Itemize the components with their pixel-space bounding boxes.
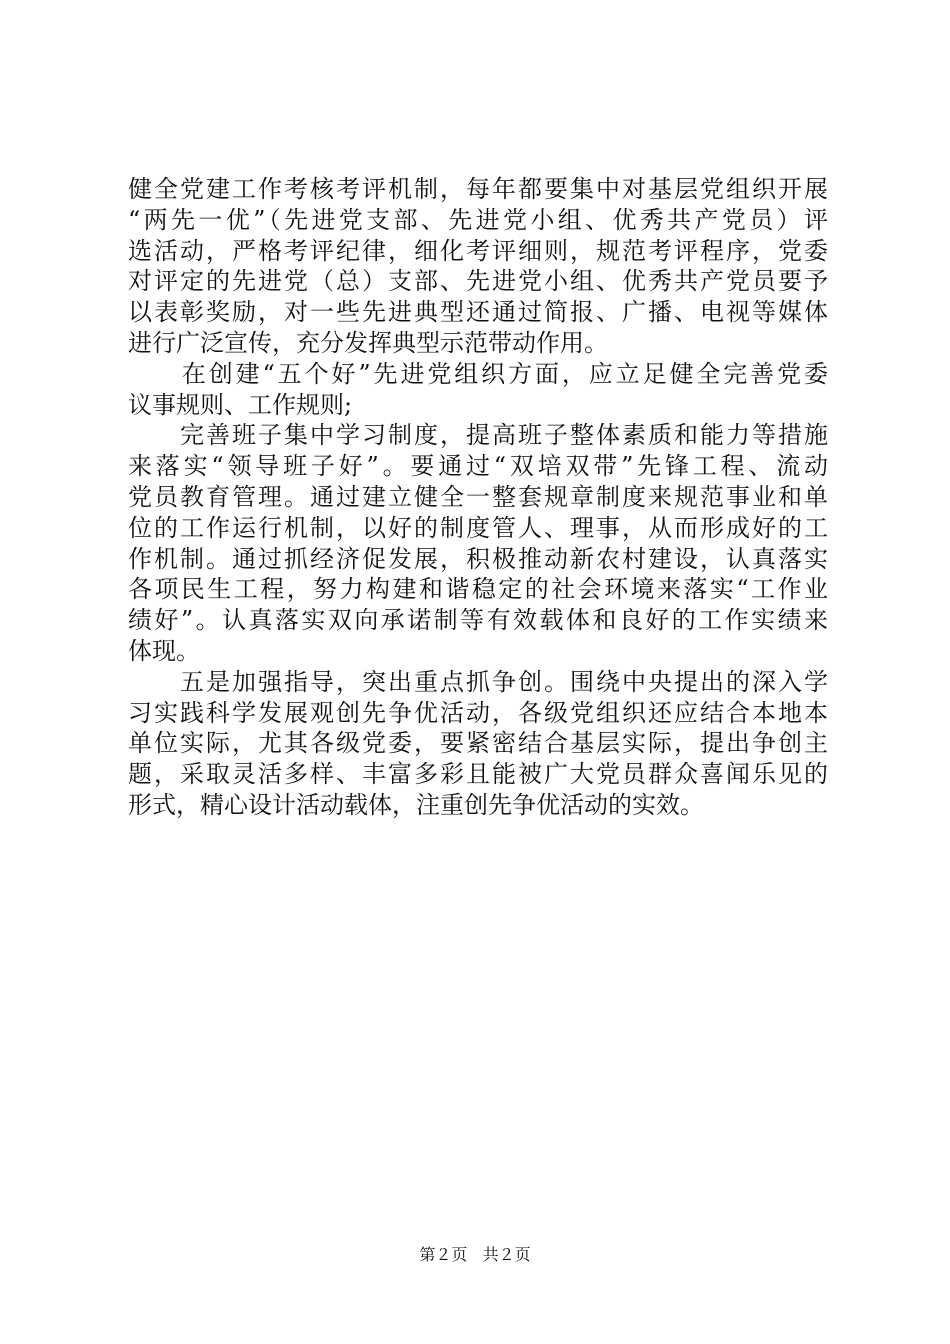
text-line: 选活动，严格考评纪律，细化考评细则，规范考评程序，党委 bbox=[128, 236, 828, 265]
text-line: 位的工作运行机制，以好的制度管人、理事，从而形成好的工 bbox=[128, 513, 828, 542]
page-number: 第２页 bbox=[419, 1245, 468, 1264]
text-line: 来落实“领导班子好”。要通过“双培双带”先锋工程、流动 bbox=[128, 452, 828, 481]
text-line: 对评定的先进党（总）支部、先进党小组、优秀共产党员要予 bbox=[128, 267, 828, 296]
text-line: 以表彰奖励，对一些先进典型还通过简报、广播、电视等媒体 bbox=[128, 298, 828, 327]
text-line: 形式，精心设计活动载体，注重创先争优活动的实效。 bbox=[128, 790, 704, 819]
text-line: 各项民生工程，努力构建和谐稳定的社会环境来落实“工作业 bbox=[128, 575, 828, 604]
page-total: 共２页 bbox=[482, 1245, 531, 1264]
text-line: 五是加强指导，突出重点抓争创。围绕中央提出的深入学 bbox=[128, 667, 828, 696]
text-line: 单位实际，尤其各级党委，要紧密结合基层实际，提出争创主 bbox=[128, 729, 828, 758]
text-line: 体现。 bbox=[128, 636, 200, 665]
text-line: 题，采取灵活多样、丰富多彩且能被广大党员群众喜闻乐见的 bbox=[128, 760, 828, 789]
page-footer bbox=[0, 1244, 950, 1266]
document-body bbox=[128, 174, 828, 821]
text-line: 在创建“五个好”先进党组织方面，应立足健全完善党委 bbox=[128, 359, 828, 388]
text-line: 作机制。通过抓经济促发展，积极推动新农村建设，认真落实 bbox=[128, 544, 828, 573]
text-line: 绩好”。认真落实双向承诺制等有效载体和良好的工作实绩来 bbox=[128, 606, 828, 635]
text-line: “两先一优”（先进党支部、先进党小组、优秀共产党员）评 bbox=[128, 205, 828, 234]
text-line: 完善班子集中学习制度，提高班子整体素质和能力等措施 bbox=[128, 421, 828, 450]
text-line: 习实践科学发展观创先争优活动，各级党组织还应结合本地本 bbox=[128, 698, 828, 727]
text-line: 进行广泛宣传，充分发挥典型示范带动作用。 bbox=[128, 328, 608, 357]
text-line: 议事规则、工作规则; bbox=[128, 390, 353, 419]
text-line: 党员教育管理。通过建立健全一整套规章制度来规范事业和单 bbox=[128, 482, 828, 511]
text-line: 健全党建工作考核考评机制，每年都要集中对基层党组织开展 bbox=[128, 175, 828, 203]
